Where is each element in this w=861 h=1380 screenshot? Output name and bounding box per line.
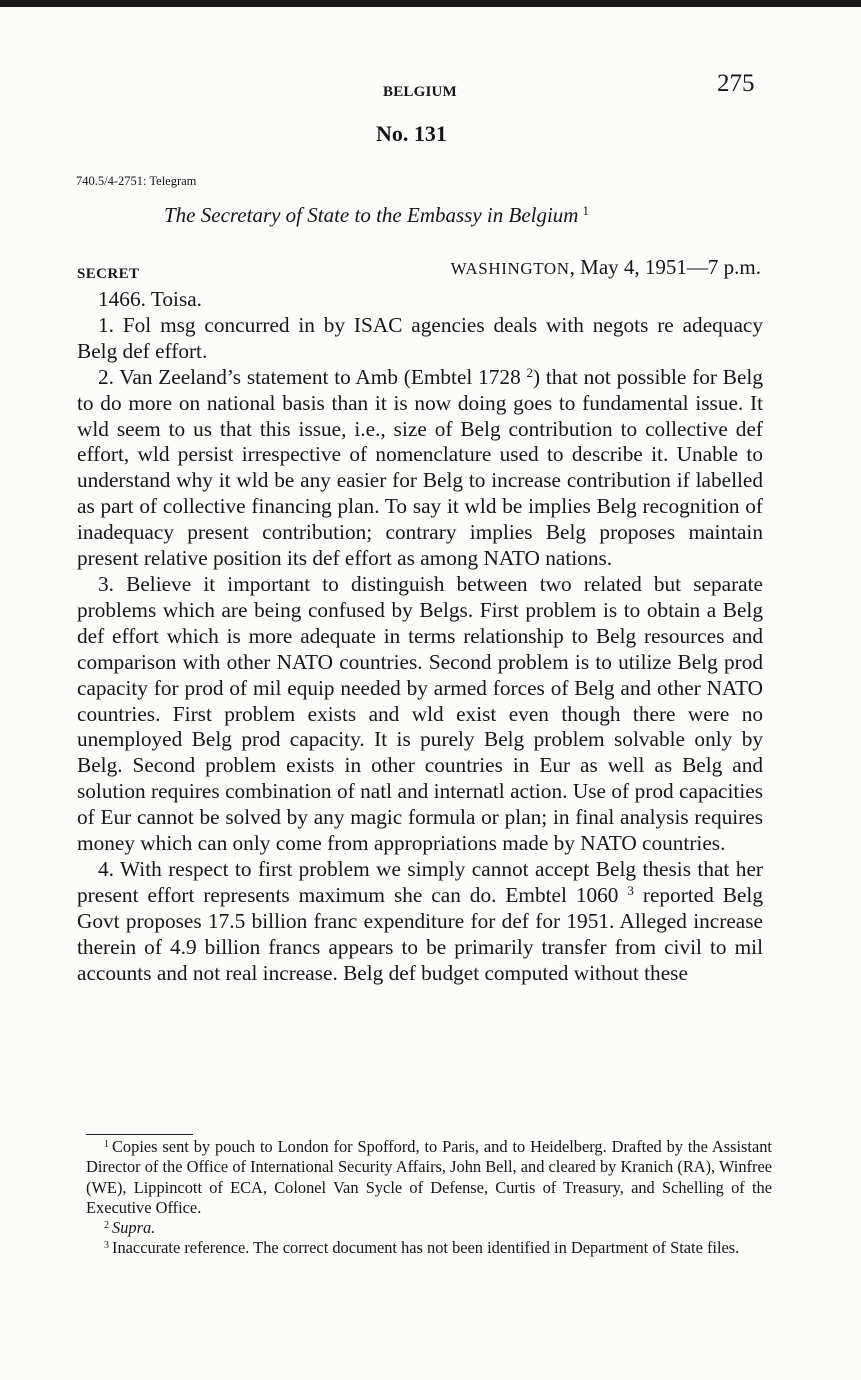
footnote-3 [86,1238,772,1258]
footnote-ref-2: 2 [526,364,533,380]
footnote-2-mark: 2 [104,1220,109,1232]
running-head: BELGIUM [383,84,457,100]
page-number: 275 [717,70,755,97]
paragraph-1: 1. Fol msg concurred in by ISAC agencies deals with negots re adequacy Belg def effort. [77,312,763,363]
footnote-2 [86,1218,772,1238]
telegram-number: 1466. Toisa. [98,287,203,311]
footnote-ref-3: 3 [627,882,634,898]
footnotes [86,1137,772,1259]
footnote-3-text: Inaccurate reference. The correct document has not been identified in Department of State files. [112,1238,740,1258]
dateline-date: , May 4, 1951—7 p.m. [569,255,761,279]
document-title-text: The Secretary of State to the Embassy in Belgium [164,203,579,227]
paragraph-3: 3. Believe it important to distinguish between two related but separate problems which are being confused by Belgs. First problem is to obtain a Belg def effort which is more adequate in terms relationship to Belg resources and comparison with other NATO countries. Second problem is to utilize Belg prod capacity for prod of mil equip needed by armed forces of Belg and other NATO countries. First problem exists and wld exist even though there were no unemployed Belg prod capacity. It is purely Belg problem solvable only by Belg. Second problem exists in other countries in Eur as well as Belg and solution requires combination of natl and internatl action. Use of prod capacities of Eur cannot be solved by any magic formula or plan; in final analysis requires money which can only come from appropriations made by NATO countries. [77,571,763,856]
footnote-divider [86,1134,193,1135]
footnote-2-text: Supra. [112,1218,156,1238]
dateline [451,255,761,280]
paragraph-2-part-b: ) that not possible for Belg to do more on national basis than it is now doing goes to fundamental issue. It wld seem to us that this issue, i.e., size of Belg contribution to collective def effort, wld persist irrespective of nomenclature used to describe it. Unable to understand why it wld be any easier for Belg to increase contribution if labelled as part of collective financing plan. To say it wld be implies Belg recognition of inadequacy present contribution; contrary implies Belg proposes maintain present relative position its def effort as among NATO nations. [77,364,763,571]
paragraph-2-part-a: 2. Van Zeeland’s statement to Amb (Embtel 1728 [98,364,527,389]
telegram-body [77,287,763,986]
file-reference: 740.5/4-2751: Telegram [76,174,197,188]
dateline-place: WASHINGTON [450,259,570,278]
document-number: No. 131 [376,121,447,146]
scan-top-edge [0,0,861,7]
document-title [164,203,589,228]
footnote-3-mark: 3 [104,1240,109,1252]
paragraph-2 [77,365,763,572]
footnote-1 [86,1137,772,1218]
footnote-ref-1: 1 [582,203,589,218]
paragraph-4-part-a: 4. With respect to first problem we simply cannot accept Belg thesis that her present effort represents maximum she can do. Embtel 1060 [77,856,763,907]
classification-marking: SECRET [77,266,140,282]
footnote-1-mark: 1 [104,1139,109,1150]
paragraph-4-part-b: reported Belg Govt proposes 17.5 billion franc expenditure for def for 1951. Alleged increase therein of 4.9 billion francs appears to be primarily transfer from civil to mil accounts and not real increase. Belg def budget computed without these [77,882,763,985]
footnote-1-text: Copies sent by pouch to London for Spofford, to Paris, and to Heidelberg. Drafted by the Assistant Director of the Office of International Security Affairs, John Bell, and cleared by Kranich (RA), Winfree (WE), Lippincott of ECA, Colonel Van Sycle of Defense, Curtis of Treasury, and Schelling of the Executive Office. [86,1137,772,1217]
paragraph-4 [77,857,763,987]
